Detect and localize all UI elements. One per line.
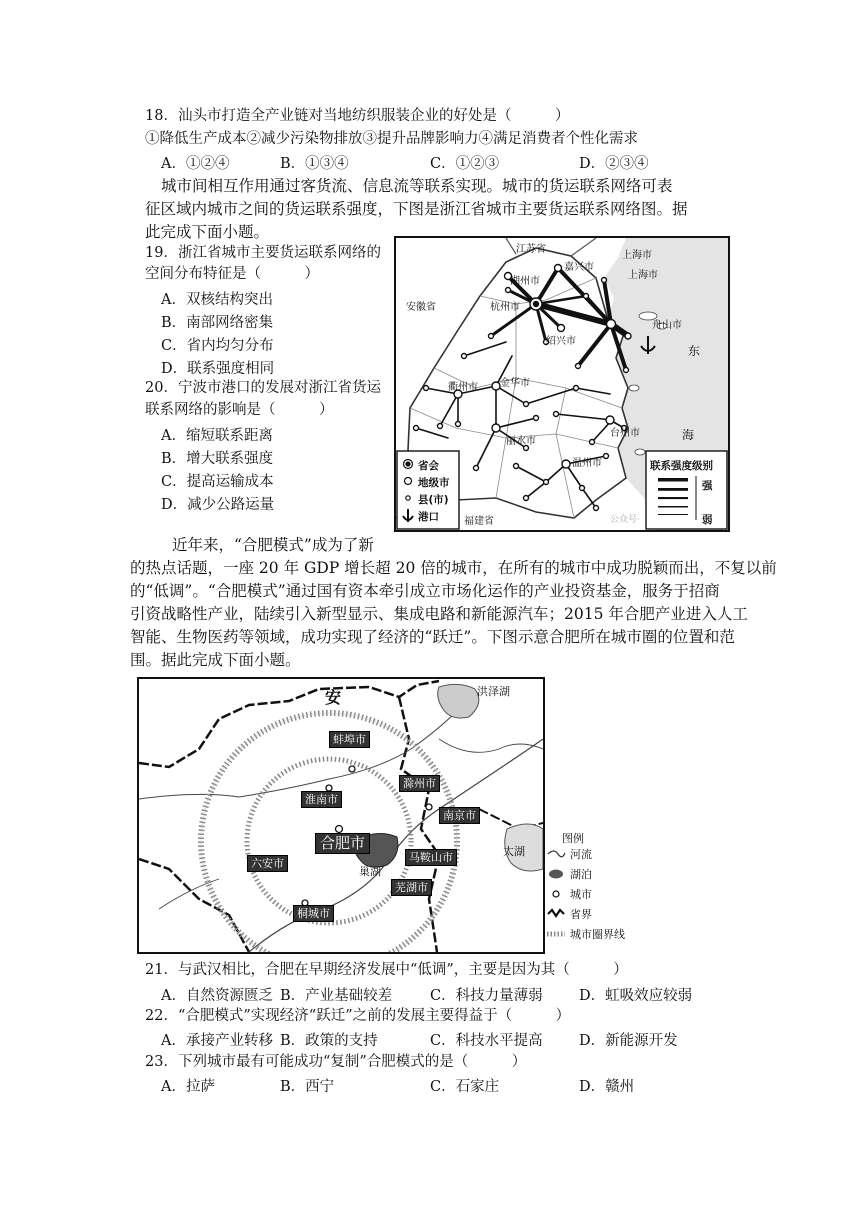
q21-stem: 21．与武汉相比，合肥在早期经济发展中“低调”，主要是因为其（ ） bbox=[145, 962, 628, 978]
q19-option-d[interactable]: D．联系强度相同 bbox=[161, 361, 275, 377]
q19-option-a[interactable]: A．双核结构突出 bbox=[161, 292, 273, 308]
label-quzhou: 衢州市 bbox=[448, 382, 478, 393]
legend-city-circle-border: 城市圈界线 bbox=[570, 928, 625, 941]
legend-title: 图例 bbox=[562, 832, 584, 845]
label-bengbu: 蚌埠市 bbox=[329, 731, 370, 748]
q21-option-b[interactable]: B．产业基础较差 bbox=[280, 988, 393, 1004]
label-luan: 六安市 bbox=[247, 855, 288, 872]
q19-option-b[interactable]: B．南部网络密集 bbox=[161, 315, 274, 331]
label-hai: 海 bbox=[682, 428, 695, 442]
legend-county: 县(市) bbox=[418, 494, 449, 506]
legend-symbols bbox=[546, 844, 566, 944]
q23-option-d[interactable]: D．赣州 bbox=[579, 1079, 635, 1095]
label-an: 安 bbox=[325, 688, 342, 707]
legend-capital: 省会 bbox=[418, 460, 439, 472]
q23-option-c[interactable]: C．石家庄 bbox=[430, 1079, 500, 1095]
q23-option-b[interactable]: B．西宁 bbox=[280, 1079, 335, 1095]
label-jiangsu: 江苏省 bbox=[516, 244, 546, 255]
q20-option-d[interactable]: D．减少公路运量 bbox=[161, 497, 275, 513]
q19-stem-2: 空间分布特征是（ ） bbox=[145, 266, 319, 282]
q20-option-b[interactable]: B．增大联系强度 bbox=[161, 451, 274, 467]
q18-option-b[interactable]: B．①③④ bbox=[280, 156, 349, 172]
q18-option-c[interactable]: C．①②③ bbox=[430, 156, 500, 172]
label-zhoushan: 舟山市 bbox=[652, 320, 682, 331]
legend-strength-title: 联系强度级别 bbox=[650, 460, 713, 472]
q22-option-d[interactable]: D．新能源开发 bbox=[579, 1033, 678, 1049]
intro1-line-2: 征区域内城市之间的货运联系强度，下图是浙江省城市主要货运联系网络图。据 bbox=[145, 200, 688, 218]
hefei-map-svg bbox=[139, 679, 543, 952]
label-chaohu: 巢湖 bbox=[359, 865, 381, 878]
legend-prefecture-city: 地级市 bbox=[418, 477, 450, 489]
label-huzhou: 湖州市 bbox=[510, 276, 540, 287]
label-shaoxing: 绍兴市 bbox=[546, 336, 576, 347]
q22-option-c[interactable]: C．科技水平提高 bbox=[430, 1033, 543, 1049]
q18-statements: ①降低生产成本②减少污染物排放③提升品牌影响力④满足消费者个性化需求 bbox=[145, 131, 638, 147]
label-taizhou: 台州市 bbox=[610, 428, 640, 439]
q18-stem: 18．汕头市打造全产业链对当地纺织服装企业的好处是（ ） bbox=[145, 108, 570, 124]
intro2-line-3: 的“低调”。“合肥模式”通过国有资本牵引成立市场化运作的产业投资基金，服务于招商 bbox=[130, 582, 720, 600]
legend-city: 城市 bbox=[570, 888, 592, 901]
legend-lake: 湖泊 bbox=[570, 868, 592, 881]
legend-province-border: 省界 bbox=[570, 908, 592, 921]
q20-stem-1: 20．宁波市港口的发展对浙江省货运 bbox=[145, 380, 381, 396]
q18-option-a[interactable]: A．①②④ bbox=[161, 156, 230, 172]
intro2-first: 近年来，“合肥模式”成为了新 bbox=[172, 536, 374, 554]
label-wuhu: 芜湖市 bbox=[391, 879, 432, 896]
q19-stem-1: 19．浙江省城市主要货运联系网络的 bbox=[145, 245, 381, 261]
label-dong: 东 bbox=[688, 344, 701, 358]
legend-weak: 弱 bbox=[702, 514, 713, 526]
hefei-circle-map bbox=[137, 677, 545, 954]
label-lishui: 丽水市 bbox=[506, 436, 536, 447]
label-shanghai-prov: 上海市 bbox=[628, 270, 658, 281]
label-wenzhou: 温州市 bbox=[572, 458, 602, 469]
q23-option-a[interactable]: A．拉萨 bbox=[161, 1079, 215, 1095]
label-maanshan: 马鞍山市 bbox=[405, 849, 457, 866]
intro1-line-3: 此完成下面小题。 bbox=[145, 223, 270, 241]
q20-option-a[interactable]: A．缩短联系距离 bbox=[161, 428, 273, 444]
intro2-line-6: 围。据此完成下面小题。 bbox=[130, 651, 301, 669]
label-taihu: 太湖 bbox=[503, 845, 525, 858]
q22-option-b[interactable]: B．政策的支持 bbox=[280, 1033, 378, 1049]
label-hongze-lake: 洪泽湖 bbox=[477, 685, 510, 698]
label-jinhua: 金华市 bbox=[500, 378, 530, 389]
label-jiaxing: 嘉兴市 bbox=[564, 262, 594, 273]
q20-stem-2: 联系网络的影响是（ ） bbox=[145, 402, 334, 418]
intro1-line-1: 城市间相互作用通过客货流、信息流等联系实现。城市的货运联系网络可表 bbox=[161, 177, 673, 195]
legend-strong: 强 bbox=[702, 480, 713, 492]
label-tongcheng: 桐城市 bbox=[293, 905, 334, 922]
intro2-line-2: 的热点话题，一座 20 年 GDP 增长超 20 倍的城市，在所有的城市中成功脱颖而出，不复以前 bbox=[130, 559, 777, 577]
q20-option-c[interactable]: C．提高运输成本 bbox=[161, 474, 274, 490]
label-chuzhou: 滁州市 bbox=[399, 775, 440, 792]
intro2-line-5: 智能、生物医药等领域，成功实现了经济的“跃迁”。下图示意合肥所在城市圈的位置和范 bbox=[130, 628, 735, 646]
q21-option-a[interactable]: A．自然资源匮乏 bbox=[161, 988, 273, 1004]
label-fujian: 福建省 bbox=[464, 516, 494, 527]
label-huainan: 淮南市 bbox=[301, 791, 342, 808]
label-hangzhou: 杭州市 bbox=[490, 302, 520, 313]
label-shanghai-city: 上海市 bbox=[622, 250, 652, 261]
legend-port: 港口 bbox=[418, 511, 439, 523]
q23-stem: 23．下列城市最有可能成功“复制”合肥模式的是（ ） bbox=[145, 1054, 527, 1070]
label-hefei: 合肥市 bbox=[315, 833, 370, 854]
q22-stem: 22．“合肥模式”实现经济“跃迁”之前的发展主要得益于（ ） bbox=[145, 1008, 571, 1024]
q18-option-d[interactable]: D．②③④ bbox=[579, 156, 649, 172]
q22-option-a[interactable]: A．承接产业转移 bbox=[161, 1033, 273, 1049]
watermark: 公众号· bbox=[610, 515, 640, 525]
intro2-line-4: 引资战略性产业，陆续引入新型显示、集成电路和新能源汽车；2015 年合肥产业进入人工 bbox=[130, 605, 748, 623]
q19-option-c[interactable]: C．省内均匀分布 bbox=[161, 338, 274, 354]
zhejiang-freight-map bbox=[394, 236, 730, 532]
q21-option-c[interactable]: C．科技力量薄弱 bbox=[430, 988, 543, 1004]
label-anhui: 安徽省 bbox=[406, 302, 436, 313]
legend-river: 河流 bbox=[570, 848, 592, 861]
label-nanjing: 南京市 bbox=[439, 807, 480, 824]
q21-option-d[interactable]: D．虹吸效应较弱 bbox=[579, 988, 693, 1004]
